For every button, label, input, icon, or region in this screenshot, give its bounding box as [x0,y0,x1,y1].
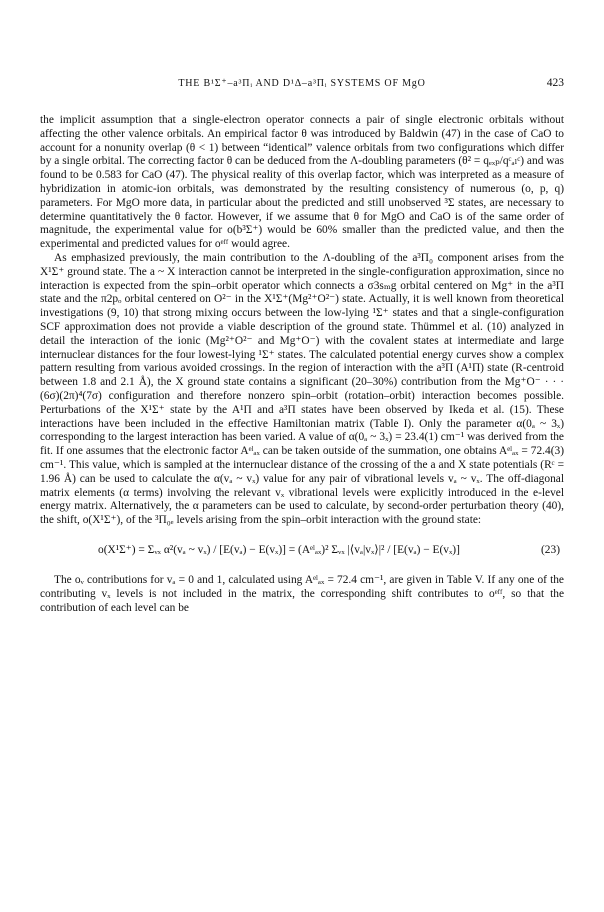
equation-text: o(X¹Σ⁺) = Σᵥₓ α²(vₐ ~ vₓ) / [E(vₐ) − E(vₓ)] = (Aᵉˡₐₓ)² Σᵥₓ |⟨vₐ|vₓ⟩|² / [E(vₐ) − E(vₓ)] [98,543,460,556]
equation-number: (23) [541,543,560,556]
article-body [40,114,564,615]
running-header [40,78,564,94]
paragraph-2: As emphasized previously, the main contribution to the Λ-doubling of the a³Π₀ component arises from the X¹Σ⁺ ground state. The a ~ X interaction cannot be interpreted in the single-configuration approximation, since no interaction is expected from the spin–orbit operator which connects a σ3sₘg orbital centered on Mg⁺ in the a³Π state and the π2pₒ orbital centered on O²⁻ in the X¹Σ⁺(Mg²⁺O²⁻) state. Actually, it is well known from theoretical investigations (9, 10) that strong mixing occurs between the low-lying ¹Σ⁺ states and that a single-configuration SCF approximation does not provide a viable description of the ground state. Thümmel et al. (10) analyzed in detail the interaction of the ionic (Mg²⁺O²⁻ and Mg⁺O⁻) with the covalent states at intermediate and large internuclear distances for the four lowest-lying ¹Σ⁺ states. The calculated potential energy curves show a complex pattern resulting from various avoided crossings. In the region of interaction with the a³Π (A¹Π) state (R-centroid between 1.8 and 2.1 Å), the X ground state contains a significant (20–30%) contribution from the Mg⁺O⁻ · · · (6σ)(2π)⁴(7σ) configuration and therefore nonzero spin–orbit (rotation–orbit) interaction becomes possible. Perturbations of the X¹Σ⁺ state by the A¹Π and a³Π states have been observed by Ikeda et al. (15). These interactions have been included in the effective Hamiltonian matrix (Table I). Only the parameter α(0ₐ ~ 3ₓ) corresponding to the largest interaction has been varied. A value of α(0ₐ ~ 3ₓ) = 23.4(1) cm⁻¹ was derived from the fit. If one assumes that the electronic factor Aᵉˡₐₓ can be taken outside of the summation, one obtains Aᵉˡₐₓ = 72.4(3) cm⁻¹. This value, which is sampled at the internuclear distance of the crossing of the a and X state potentials (Rᶜ = 1.96 Å) can be used to calculate the α(vₐ ~ vₓ) value for any pair of vibrational levels vₐ ~ vₓ. The off-diagonal matrix elements (α terms) involving the relevant vₓ vibrational levels were explicitly introduced in the e-level energy matrix. Alternatively, the α parameters can be used to calculate, by second-order perturbation theory (40), the shift, o(X¹Σ⁺), of the ³Π₀ₑ levels arising from the spin–orbit interaction with the ground state: [40,251,564,527]
paragraph-1: the implicit assumption that a single-electron operator connects a pair of single electronic orbitals without affecting the other valence orbitals. An empirical factor θ was introduced by Baldwin (47) in the case of CaO to account for a nonunity overlap (θ < 1) between “identical” valence orbitals from two configurations which differ by a single orbital. The correcting factor θ can be deduced from the Λ-doubling parameters (θ² = qₑₓₚ/qᶜₐₗᶜ) and was found to be 0.583 for CaO (47). The physical reality of this overlap factor, which was interpreted as a measure of hybridization in atomic-ion orbitals, was demonstrated by the resulting consistency of numerous (o, p, q) parameters. For MgO more data, in particular about the predicted and still unobserved ³Σ states, are necessary to determine quantitatively the θ factor. However, if we assume that θ for MgO and CaO is of the same order of magnitude, the experimental value for o(b³Σ⁺) would be 60% smaller than the predicted value, and then the experimental and predicted values for oᵉᶠᶠ would agree. [40,114,564,251]
page-number: 423 [546,77,564,89]
equation-23 [40,534,564,570]
paragraph-3: The oᵥ contributions for vₐ = 0 and 1, calculated using Aᵉˡₐₓ = 72.4 cm⁻¹, are given in Table V. If any one of the contributing vₓ levels is not included in the matrix, the corresponding shift contributes to oᵉᶠᶠ, so that the contribution of each level can be [40,573,564,614]
running-title: THE B¹Σ⁺–a³Πᵢ AND D¹Δ–a³Πᵢ SYSTEMS OF MgO [178,78,426,89]
